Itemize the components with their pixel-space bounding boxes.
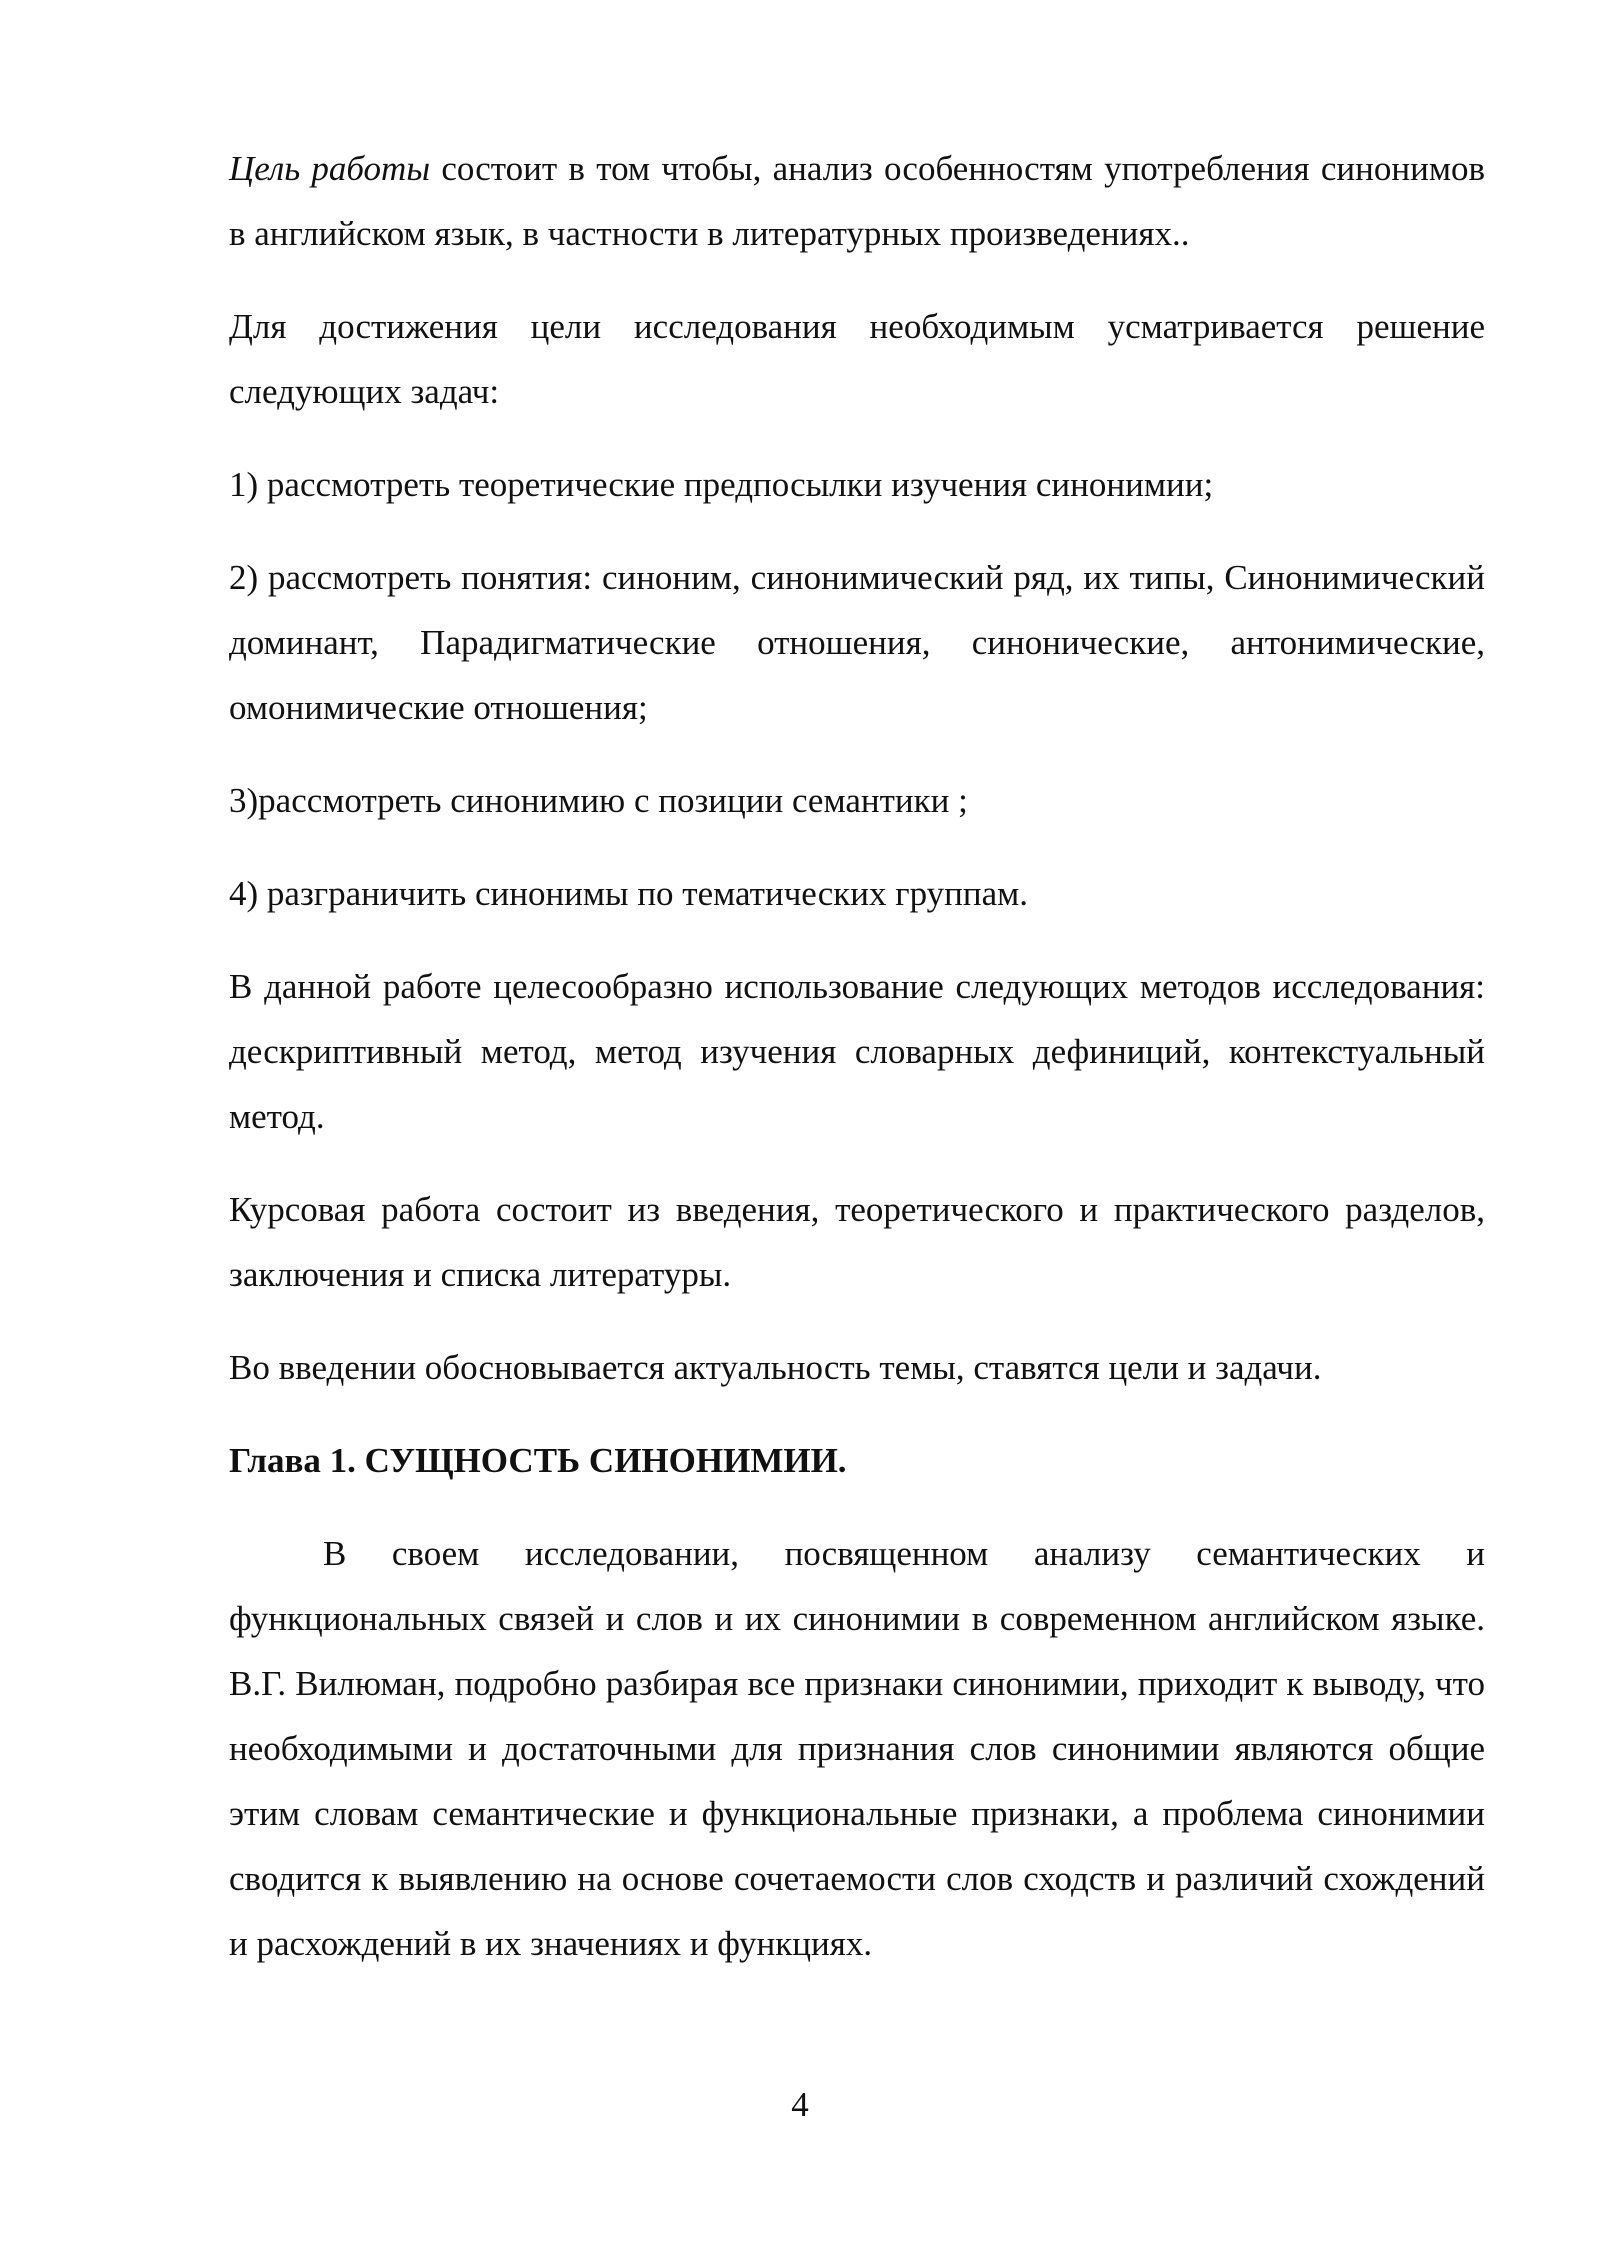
methods-paragraph: В данной работе целесообразно использование следующих методов исследования: дескриптивный метод, метод изучения словарных дефиниций, контекстуальный метод. [229, 967, 1485, 1136]
task-item-2: 2) рассмотреть понятия: синоним, синонимический ряд, их типы, Синонимический доминант, Парадигматические отношения, синонические, антонимические, омонимические отношения; [229, 558, 1485, 727]
page-number: 4 [791, 2085, 809, 2124]
structure-paragraph: Курсовая работа состоит из введения, теоретического и практического разделов, заключения и списка литературы. [229, 1190, 1485, 1294]
task-item-3: 3)рассмотреть синонимию с позиции семантики ; [229, 781, 968, 820]
task-item-1: 1) рассмотреть теоретические предпосылки изучения синонимии; [229, 465, 1214, 504]
introduction-paragraph: Во введении обосновывается актуальность темы, ставятся цели и задачи. [229, 1348, 1322, 1387]
page-body [229, 136, 1485, 2004]
task-item-4: 4) разграничить синонимы по тематических группам. [229, 874, 1029, 913]
goal-paragraph-text: состоит в том чтобы, анализ особенностям употребления синонимов в английском язык, в частности в литературных произведениях.. [229, 149, 1486, 253]
tasks-intro-paragraph: Для достижения цели исследования необходимым усматривается решение следующих задач: [229, 307, 1485, 411]
chapter-heading: Глава 1. СУЩНОСТЬ СИНОНИМИИ. [229, 1441, 847, 1480]
goal-paragraph [229, 136, 1485, 266]
goal-lead-italic: Цель работы [229, 149, 431, 188]
chapter-paragraph: В своем исследовании, посвященном анализу семантических и функциональных связей и слов и их синонимии в современном английском языке. В.Г. Вилюман, подробно разбирая все признаки синонимии, приходит к выводу, что необходимыми и достаточными для признания слов синонимии являются общие этим словам семантические и функциональные признаки, а проблема синонимии сводится к выявлению на основе сочетаемости слов сходств и различий схождений и расхождений в их значениях и функциях. [229, 1534, 1485, 1963]
